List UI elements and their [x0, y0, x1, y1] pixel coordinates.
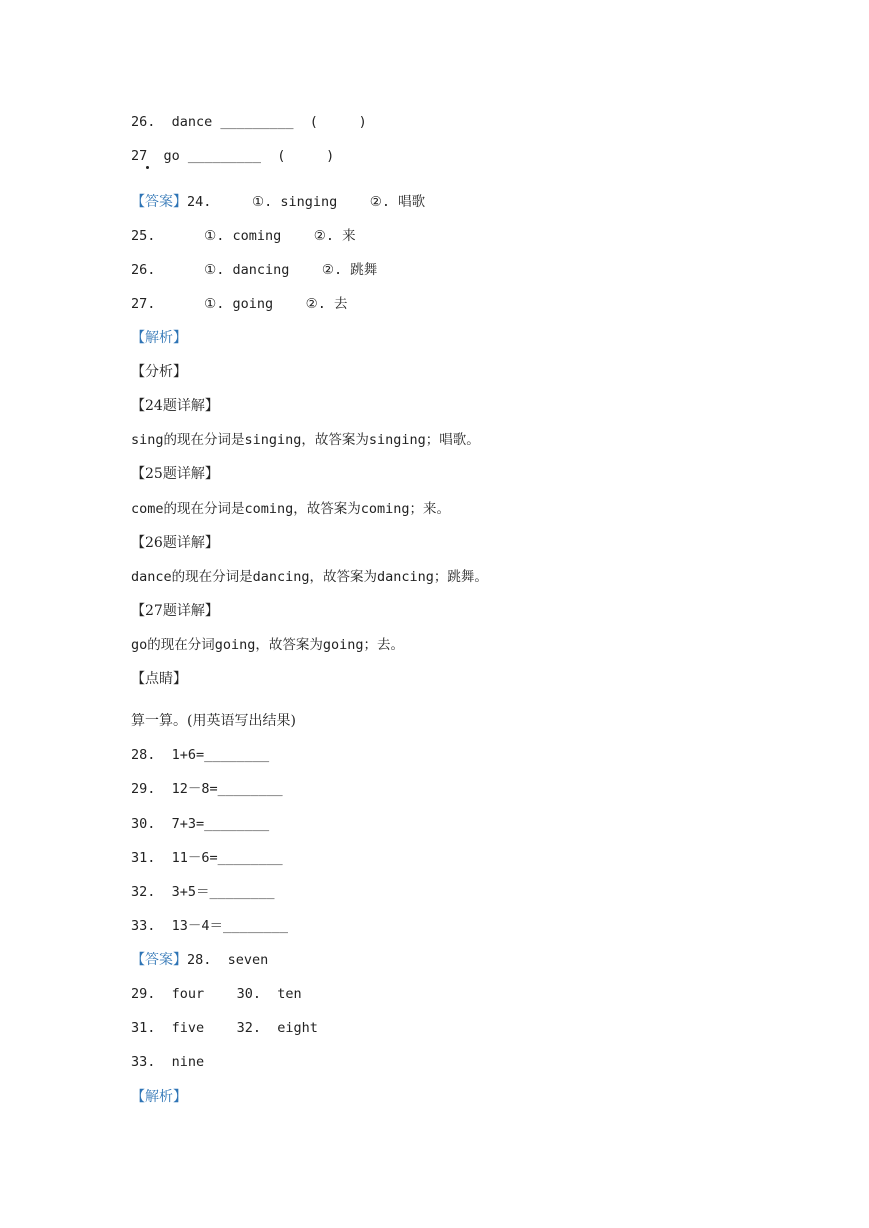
detail-27-text: go的现在分词going，故答案为going；去。 [131, 637, 405, 653]
answer-25: 25. ①. coming ②. 来 [131, 228, 356, 244]
question-32: 32. 3+5＝________ [131, 884, 275, 900]
detail-26-text: dance的现在分词是dancing，故答案为dancing；跳舞。 [131, 569, 488, 585]
dianjing-label: 【点睛】 [131, 671, 187, 687]
question-27: 27 go _________ ( ) [131, 148, 335, 164]
answer-24-line [131, 192, 425, 212]
question-29: 29. 12－8=________ [131, 781, 283, 797]
detail-25-heading: 【25题详解】 [131, 466, 219, 482]
answer-31-32: 31. five 32. eight [131, 1020, 318, 1036]
detail-24-heading: 【24题详解】 [131, 398, 219, 414]
question-33: 33. 13－4＝________ [131, 918, 289, 934]
answer-24: 24. ①. singing ②. 唱歌 [187, 194, 426, 210]
section-title: 算一算。(用英语写出结果) [131, 713, 296, 729]
question-28: 28. 1+6=________ [131, 747, 270, 763]
answer2-label: 【答案】 [131, 952, 187, 968]
answer-26: 26. ①. dancing ②. 跳舞 [131, 262, 378, 278]
detail-25-text: come的现在分词是coming，故答案为coming；来。 [131, 501, 451, 517]
question-26: 26. dance _________ ( ) [131, 114, 367, 130]
answer-33: 33. nine [131, 1054, 205, 1070]
detail-27-heading: 【27题详解】 [131, 603, 219, 619]
answer-28: 28. seven [187, 952, 269, 968]
fenxi-label: 【分析】 [131, 364, 187, 380]
answer-29-30: 29. four 30. ten [131, 986, 302, 1002]
detail-26-heading: 【26题详解】 [131, 535, 219, 551]
question-30: 30. 7+3=________ [131, 816, 270, 832]
analysis2-label: 【解析】 [131, 1089, 187, 1105]
dot-mark [146, 166, 149, 169]
analysis-label: 【解析】 [131, 330, 187, 346]
answer-label: 【答案】 [131, 194, 187, 210]
question-31: 31. 11－6=________ [131, 850, 283, 866]
answer-28-line [131, 950, 268, 970]
detail-24-text: sing的现在分词是singing，故答案为singing；唱歌。 [131, 432, 480, 448]
answer-27: 27. ①. going ②. 去 [131, 296, 348, 312]
